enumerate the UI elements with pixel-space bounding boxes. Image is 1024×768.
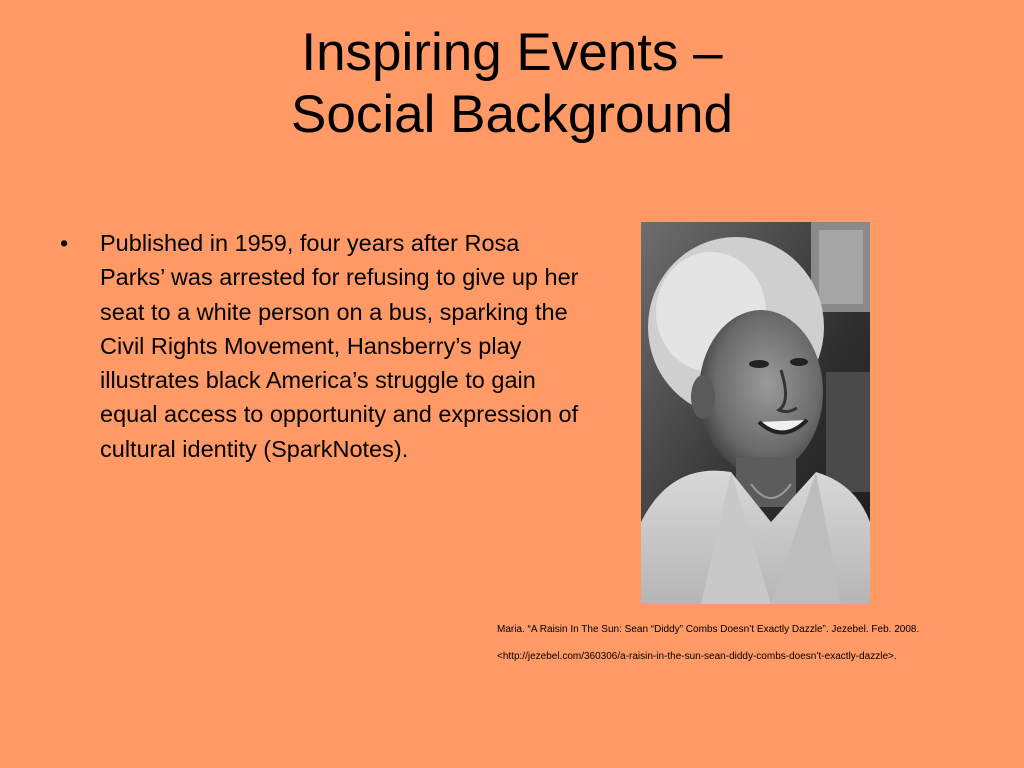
portrait-photo <box>641 222 870 604</box>
bullet-marker: • <box>60 230 69 256</box>
citation-line-2: <http://jezebel.com/360306/a-raisin-in-the-sun-sean-diddy-combs-doesn’t-exactly-dazzle>. <box>497 651 897 662</box>
slide-title-line-1: Inspiring Events – <box>301 23 723 82</box>
bullet-list <box>60 226 580 466</box>
slide-title-line-2: Social Background <box>291 85 733 144</box>
bullet-text: Published in 1959, four years after Rosa Parks’ was arrested for refusing to give up her seat to a white person on a bus, sparking the Civil Rights Movement, Hansberry’s play illustrates black America’s struggle to gain equal access to opportunity and expression of cultural identity (SparkNotes). <box>100 230 579 462</box>
citation-line-1: Maria. “A Raisin In The Sun: Sean “Diddy” Combs Doesn’t Exactly Dazzle”. Jezebel. Feb. 2008. <box>497 624 920 635</box>
portrait-image <box>641 222 870 604</box>
citation <box>497 623 1017 677</box>
bullet-item <box>60 226 580 466</box>
slide-title <box>0 22 1024 146</box>
